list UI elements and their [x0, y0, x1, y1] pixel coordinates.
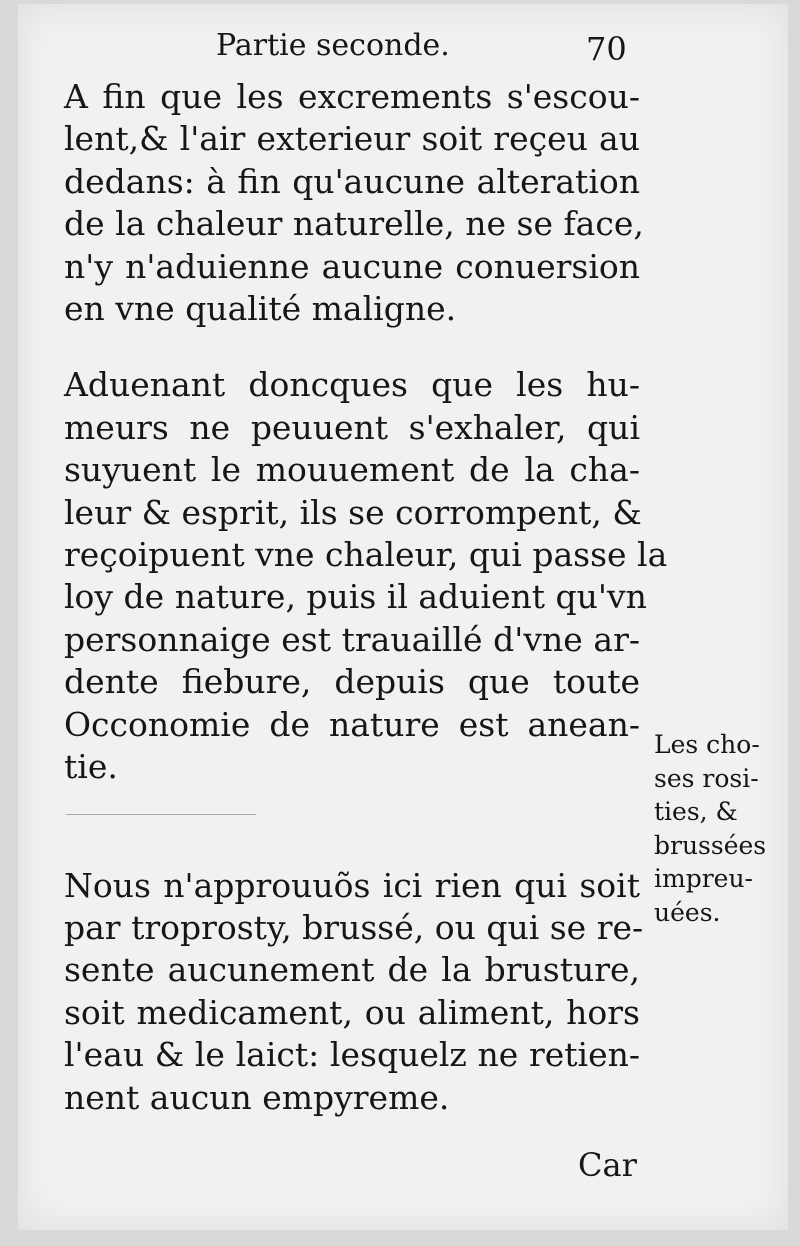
book-page: [18, 4, 788, 1230]
text-line: n'y n'aduienne aucune conuersion: [64, 246, 640, 286]
text-line: A fin que les excrements s'escou-: [64, 77, 640, 116]
text-line: leur & esprit, ils se corrompent, &: [64, 492, 642, 532]
text-line: de la chaleur naturelle, ne se face,: [64, 204, 644, 244]
page-number: 70: [586, 30, 627, 68]
text-line: suyuent le mouuement de la cha-: [64, 450, 640, 490]
text-line: Nous n'approuuõs ici rien qui soit: [64, 865, 640, 905]
text-line: reçoipuent vne chaleur, qui passe la: [64, 535, 668, 575]
text-line: meurs ne peuuent s'exhaler, qui: [64, 407, 640, 447]
paragraph-3: [64, 865, 644, 1119]
marginal-line: ses rosi-: [654, 763, 759, 793]
text-line: tie.: [64, 747, 118, 787]
marginal-note: [654, 728, 794, 929]
text-line: sente aucunement de la brusture,: [64, 950, 640, 990]
marginal-line: uées.: [654, 897, 721, 927]
paragraph-2: [64, 364, 668, 788]
paragraph-1: [64, 76, 644, 330]
catchword: Car: [578, 1146, 637, 1184]
text-line: loy de nature, puis il aduient qu'vn: [64, 577, 647, 617]
text-line: dedans: à fin qu'aucune alteration: [64, 161, 640, 201]
text-line: dente fiebure, depuis que toute: [64, 662, 640, 702]
main-text-block: [64, 76, 668, 1119]
text-line: soit medicament, ou aliment, hors: [64, 992, 640, 1032]
text-line: Occonomie de nature est anean-: [64, 704, 640, 744]
separator-rule: [66, 814, 256, 815]
marginal-line: Les cho-: [654, 730, 760, 759]
text-line: l'eau & le laict: lesquelz ne retien-: [64, 1035, 640, 1075]
text-line: nent aucun empyreme.: [64, 1077, 450, 1117]
text-line: en vne qualité maligne.: [64, 289, 457, 329]
marginal-line: ties, &: [654, 797, 738, 826]
running-head: Partie seconde.: [216, 28, 450, 63]
marginal-line: brussées: [654, 830, 767, 860]
text-line: par troprosty, brussé, ou qui se re-: [64, 907, 644, 947]
text-line: personnaige est trauaillé d'vne ar-: [64, 619, 640, 659]
text-line: lent,& l'air exterieur soit reçeu au: [64, 119, 640, 159]
text-line: Aduenant doncques que les hu-: [64, 365, 640, 405]
marginal-line: impreu-: [654, 864, 753, 893]
